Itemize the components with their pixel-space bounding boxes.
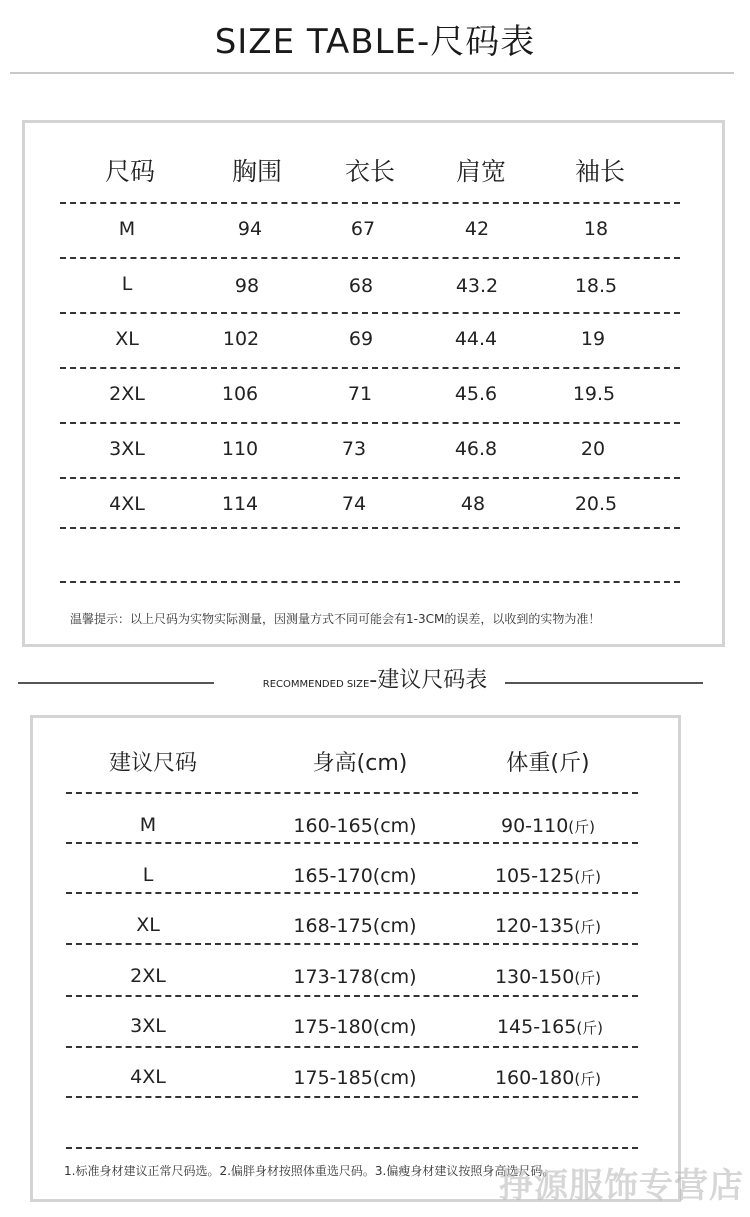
shoulder-cell: 42 <box>464 218 490 240</box>
rec-weight-cell: 145-165(斤) <box>496 1016 604 1038</box>
chest-cell: 94 <box>237 218 263 240</box>
rec-size-cell: M <box>139 814 157 836</box>
recommended-title <box>0 663 750 694</box>
chest-cell: 114 <box>221 493 259 515</box>
length-cell: 73 <box>341 438 367 460</box>
rec-size-header: 建议尺码 <box>108 751 197 776</box>
rec-height-cell: 168-175(cm) <box>293 915 417 937</box>
shoulder-cell: 45.6 <box>454 383 498 405</box>
sleeve-cell: 18.5 <box>574 275 618 297</box>
row-divider <box>66 892 638 894</box>
store-watermark: 挣源服饰专营店 <box>499 1166 744 1206</box>
rec-size-cell: XL <box>136 914 160 936</box>
rec-height-cell: 160-165(cm) <box>293 815 417 837</box>
chest-cell: 106 <box>221 383 259 405</box>
rec-height-header: 身高(cm) <box>312 751 408 776</box>
length-cell: 67 <box>350 218 376 240</box>
page-title: SIZE TABLE-尺码表 <box>214 22 536 62</box>
size-cell: 4XL <box>109 493 145 515</box>
chest-cell: 98 <box>234 275 260 297</box>
size-table-note: 温馨提示：以上尺码为实物实际测量，因测量方式不同可能会有1-3CM的误差，以收到的实物为准！ <box>70 612 601 626</box>
length-cell: 68 <box>348 275 374 297</box>
rec-weight-cell: 130-150(斤) <box>494 966 602 988</box>
size-header: 尺码 <box>104 157 155 186</box>
row-divider <box>66 842 638 844</box>
row-divider <box>60 312 680 314</box>
rec-size-cell: 4XL <box>130 1066 166 1088</box>
rec-weight-cell: 90-110(斤) <box>500 815 596 837</box>
shoulder-cell: 48 <box>460 493 486 515</box>
chest-cell: 110 <box>221 438 259 460</box>
row-divider <box>66 995 638 997</box>
sleeve-cell: 18 <box>583 218 609 240</box>
rec-height-cell: 175-185(cm) <box>293 1067 417 1089</box>
rec-weight-header: 体重(斤) <box>506 751 590 776</box>
shoulder-cell: 43.2 <box>455 275 499 297</box>
size-cell: M <box>118 218 136 240</box>
row-divider <box>60 477 680 479</box>
recommended-title-cn: -建议尺码表 <box>369 668 488 693</box>
subtitle-right-rule <box>505 682 703 684</box>
rec-size-cell: 2XL <box>130 965 166 987</box>
row-divider <box>60 367 680 369</box>
recommended-size-panel <box>30 715 681 1202</box>
row-divider <box>66 943 638 945</box>
rec-weight-cell: 120-135(斤) <box>494 915 602 937</box>
rec-weight-cell: 105-125(斤) <box>494 865 602 887</box>
row-divider <box>66 1046 638 1048</box>
shoulder-cell: 44.4 <box>454 328 498 350</box>
length-cell: 74 <box>341 493 367 515</box>
size-cell: L <box>121 273 133 295</box>
rec-size-cell: 3XL <box>130 1015 166 1037</box>
chest-header: 胸围 <box>231 157 282 186</box>
row-divider <box>60 422 680 424</box>
sleeve-cell: 19.5 <box>572 383 616 405</box>
recommended-title-en: RECOMMENDED SIZE <box>262 679 370 690</box>
row-divider <box>60 527 680 529</box>
size-cell: XL <box>115 328 139 350</box>
length-cell: 71 <box>347 383 373 405</box>
row-divider <box>66 792 638 794</box>
title-divider <box>10 72 734 74</box>
rec-height-cell: 175-180(cm) <box>293 1016 417 1038</box>
size-cell: 2XL <box>109 383 145 405</box>
sleeve-header: 袖长 <box>574 157 625 186</box>
sleeve-cell: 20.5 <box>574 493 618 515</box>
rec-height-cell: 173-178(cm) <box>293 966 417 988</box>
table-bottom-divider <box>60 581 680 583</box>
length-cell: 69 <box>348 328 374 350</box>
sleeve-cell: 19 <box>580 328 606 350</box>
rec-size-cell: L <box>142 864 154 886</box>
shoulder-cell: 46.8 <box>454 438 498 460</box>
rec-weight-cell: 160-180(斤) <box>494 1067 602 1089</box>
size-cell: 3XL <box>109 438 145 460</box>
sleeve-cell: 20 <box>580 438 606 460</box>
length-header: 衣长 <box>344 157 395 186</box>
chest-cell: 102 <box>222 328 260 350</box>
row-divider <box>66 1096 638 1098</box>
shoulder-header: 肩宽 <box>455 157 506 186</box>
row-divider <box>60 202 680 204</box>
rec-height-cell: 165-170(cm) <box>293 865 417 887</box>
table-bottom-divider <box>66 1147 638 1149</box>
recommended-note: 1.标准身材建议正常尺码选。2.偏胖身材按照体重选尺码。3.偏瘦身材建议按照身高选尺码。 <box>64 1164 555 1178</box>
row-divider <box>60 257 680 259</box>
